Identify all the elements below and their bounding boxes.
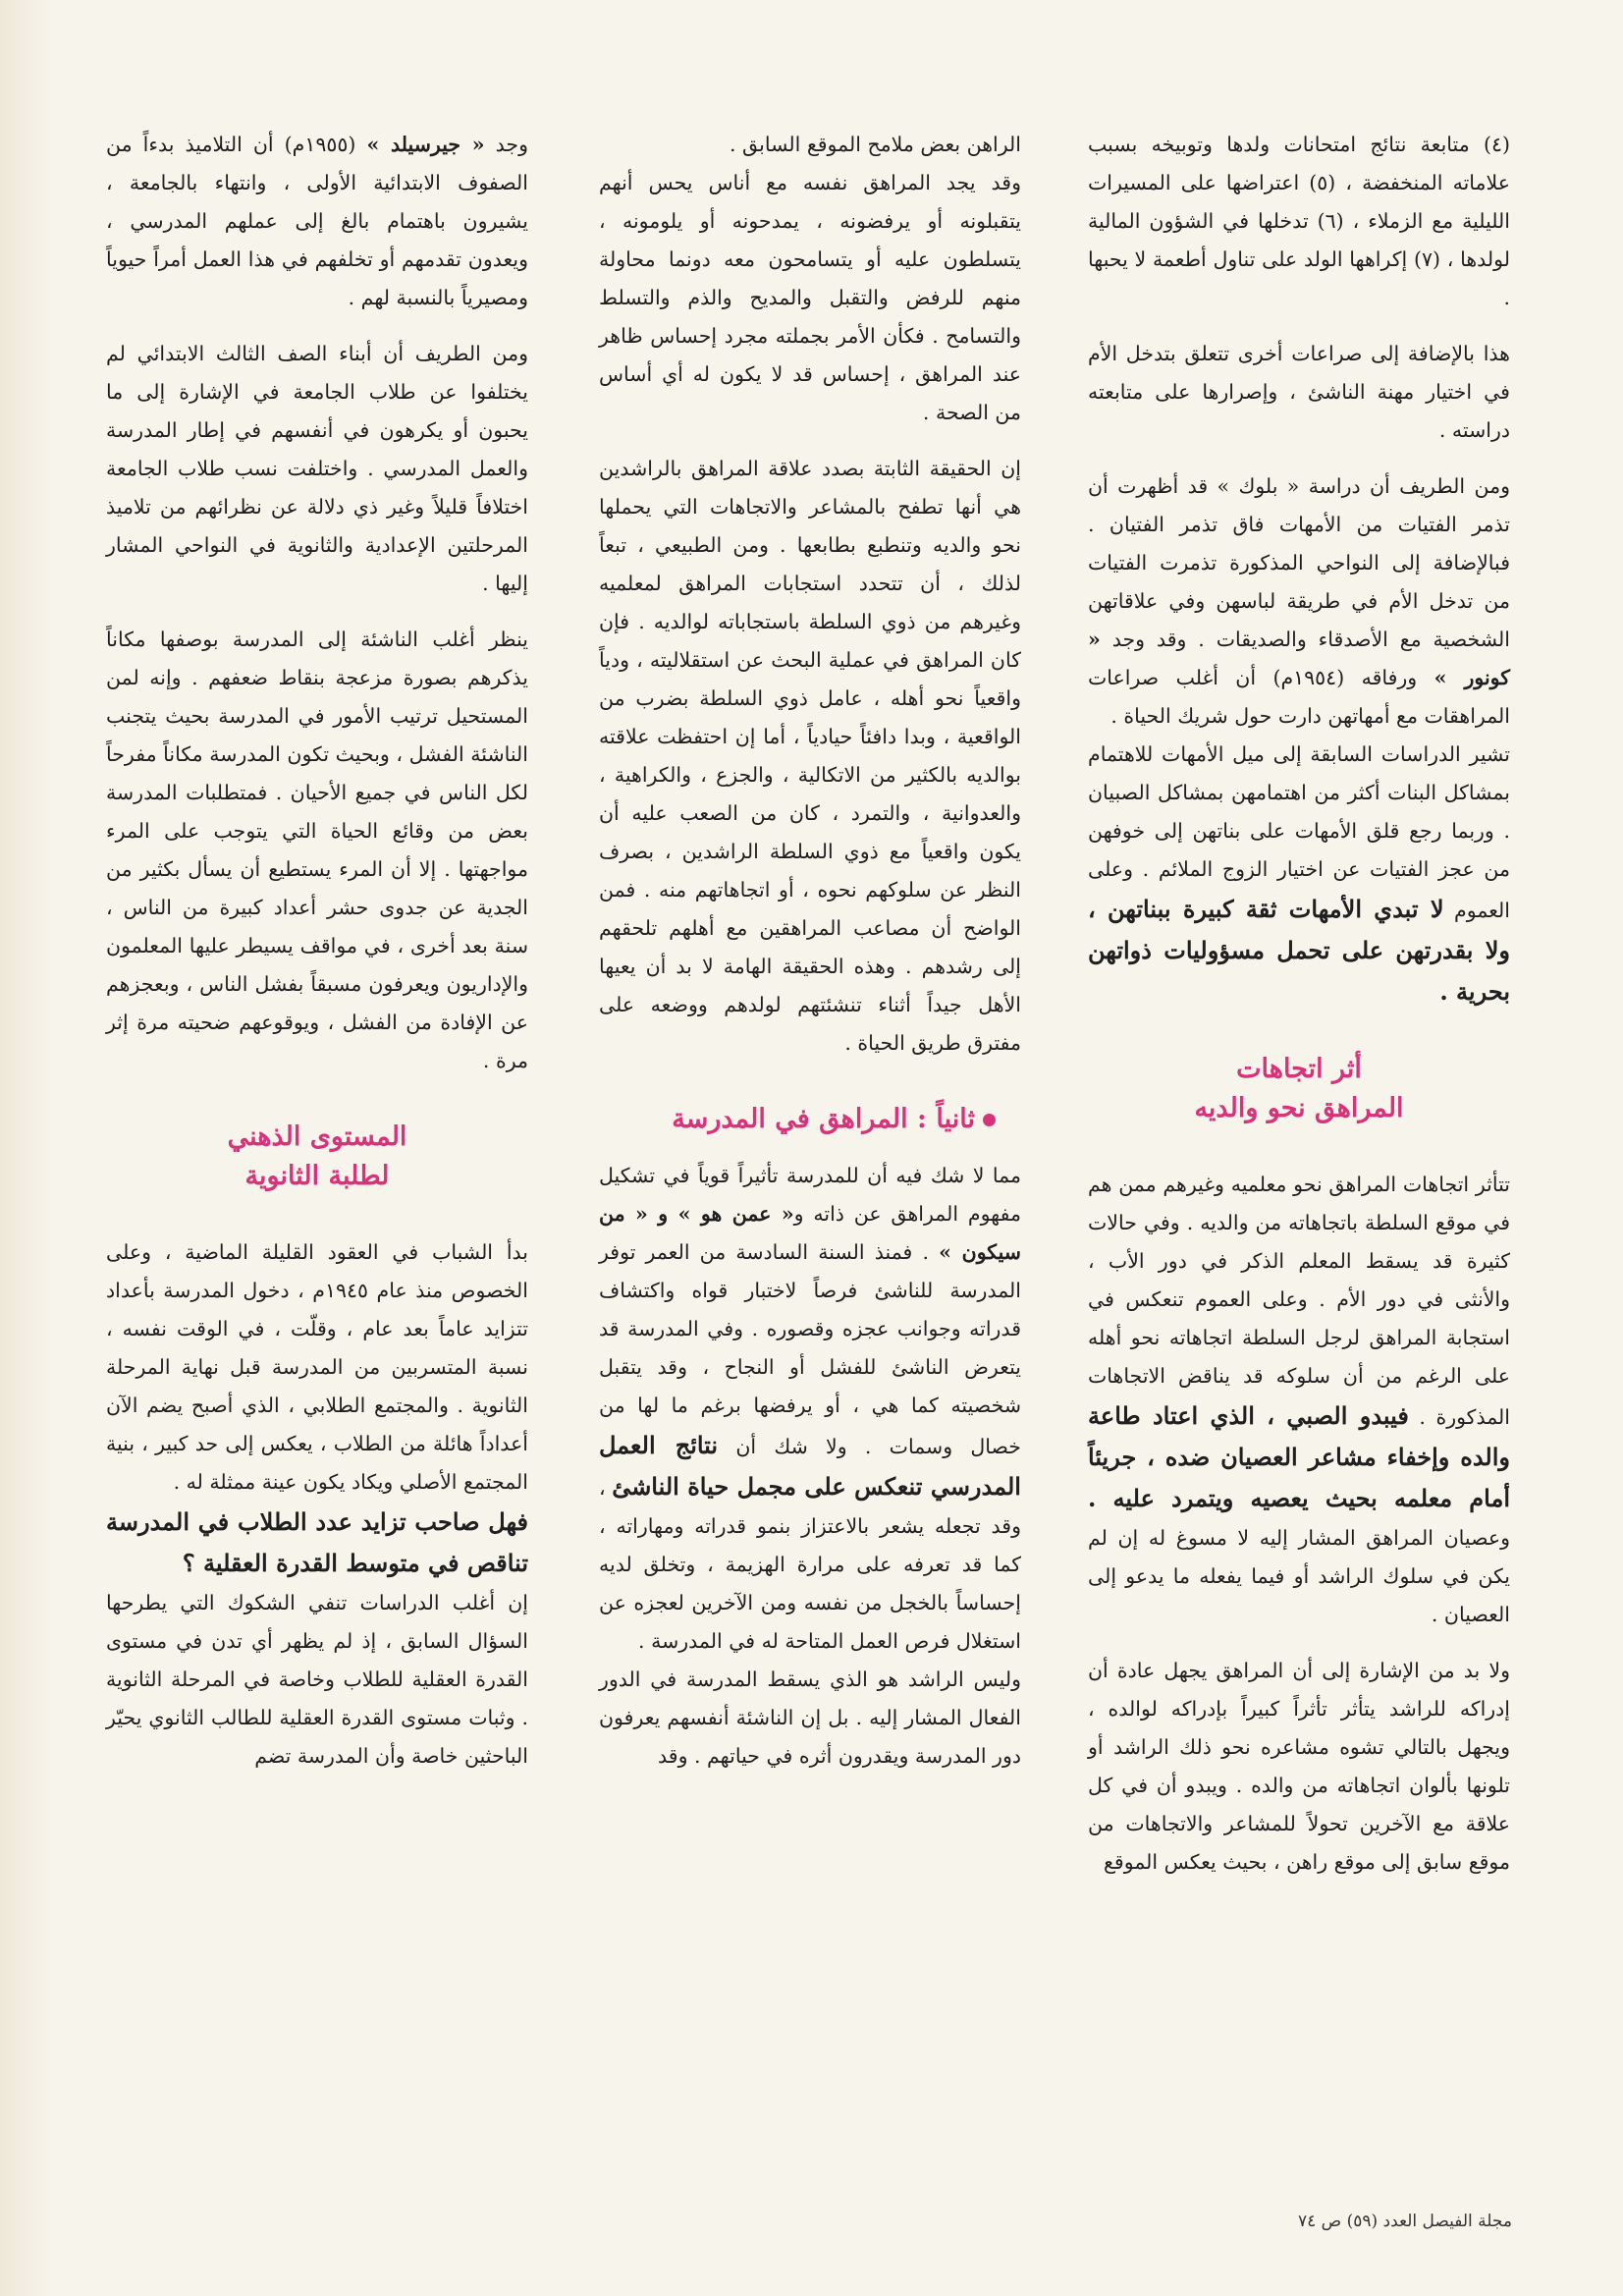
question-heading: فهل صاحب تزايد عدد الطلاب في المدرسة تناقص في متوسط القدرة العقلية ؟ [106,1507,528,1577]
paragraph: تتأثر اتجاهات المراهق نحو معلميه وغيرهم ممن هم في موقع السلطة باتجاهاته من والديه . وفي حالات كثيرة قد يسقط المعلم الذكر في دور الأب ، والأنثى في دور الأم . وعلى العموم تنعكس في استجابة المراهق لرجل السلطة اتجاهاته نحو أهله على الرغم من أن سلوكه قد يناقض الاتجاهات المذكورة . فيبدو الصبي ، الذي اعتاد طاعة والده وإخفاء مشاعر العصيان ضده ، جريئاً أمام معلمه بحيث يعصيه ويتمرد عليه . وعصيان المراهق المشار إليه لا مسوغ له إن لم يكن في سلوك الراشد أو فيما يفعله ما يدعو إلى العصيان . [1088,1173,1510,1626]
paragraph: بدأ الشباب في العقود القليلة الماضية ، وعلى الخصوص منذ عام ١٩٤٥م ، دخول المدرسة بأعداد تتزايد عاماً بعد عام ، وقلّت ، في الوقت نفسه ، نسبة المتسربين من المدرسة قبل نهاية المرحلة الثانوية . والمجتمع الطلابي ، الذي أصبح يضم الآن أعداداً هائلة من الطلاب ، يعكس إلى حد كبير ، بنية المجتمع الأصلي ويكاد يكون عينة ممثلة له . [106,1240,528,1494]
paragraph: الراهن بعض ملامح الموقع السابق . [730,133,1021,156]
section-heading: ثانياً : المراهق في المدرسة [599,1100,1021,1139]
paragraph: ومن الطريف أن دراسة « بلوك » قد أظهرت أن تذمر الفتيات من الأمهات فاق تذمر الفتيان . فبالإضافة إلى النواحي المذكورة تذمرت الفتيات من تدخل الأم في طريقة لباسهن وفي علاقاتهن الشخصية مع الأصدقاء والصديقات . وقد وجد « كونور » ورفاقه (١٩٥٤م) أن أغلب صراعات المراهقات مع أمهاتهن دارت حول شريك الحياة . [1088,474,1510,728]
paragraph: إن أغلب الدراسات تنفي الشكوك التي يطرحها السؤال السابق ، إذ لم يظهر أي تدن في مستوى القدرة العقلية للطلاب وخاصة في المرحلة الثانوية . وثبات مستوى القدرة العقلية للطالب الثانوي يحيّر الباحثين خاصة وأن المدرسة تضم [106,1591,528,1768]
paragraph: هذا بالإضافة إلى صراعات أخرى تتعلق بتدخل الأم في اختيار مهنة الناشئ ، وإصرارها على متابعته دراسته . [1088,342,1510,442]
paragraph: تشير الدراسات السابقة إلى ميل الأمهات للاهتمام بمشاكل البنات أكثر من اهتمامهن بمشاكل الصبيان . وربما رجع قلق الأمهات على بناتهن إلى خوفهن من عجز الفتيات عن اختيار الزوج الملائم . وعلى العموم لا تبدي الأمهات ثقة كبيرة ببناتهن ، ولا بقدرتهن على تحمل مسؤوليات ذواتهن بحرية . [1088,742,1510,1006]
paragraph: ولا بد من الإشارة إلى أن المراهق يجهل عادة أن إدراكه للراشد يتأثر تأثراً كبيراً بإدراكه لوالده ، ويجهل بالتالي تشوه مشاعره نحو ذلك الراشد أو تلونها بألوان اتجاهاته من والده . ويبدو أن في كل علاقة مع الآخرين تحولاً للمشاعر والاتجاهات من موقع سابق إلى موقع راهن ، بحيث يعكس الموقع [1088,1659,1510,1874]
paragraph: مما لا شك فيه أن للمدرسة تأثيراً قوياً في تشكيل مفهوم المراهق عن ذاته و« عمن هو » و « من سيكون » . فمنذ السنة السادسة من العمر توفر المدرسة للناشئ فرصاً لاختبار قواه واكتشاف قدراته وجوانب عجزه وقصوره . وفي المدرسة قد يتعرض الناشئ للفشل أو النجاح ، وقد يتقبل شخصيته كما هي ، أو يرفضها برغم ما لها من خصال وسمات . ولا شك أن نتائج العمل المدرسي تنعكس على مجمل حياة الناشئ ، وقد تجعله يشعر بالاعتزاز بنمو قدراته ومهاراته ، كما قد تعرفه على مرارة الهزيمة ، وتخلق لديه إحساساً بالخجل من نفسه ومن الآخرين لعجزه عن استغلال فرص العمل المتاحة له في المدرسة . [599,1164,1021,1653]
paragraph: (٤) متابعة نتائج امتحانات ولدها وتوبيخه بسبب علاماته المنخفضة ، (٥) اعتراضها على المسيرات الليلية مع الزملاء ، (٦) تدخلها في الشؤون المالية لولدها ، (٧) إكراهها الولد على تناول أطعمة لا يحبها . [1088,133,1510,309]
column-middle [599,126,1021,1776]
column-left [106,126,528,1776]
paragraph: وجد « جيرسيلد » (١٩٥٥م) أن التلاميذ بدءاً من الصفوف الابتدائية الأولى ، وانتهاء بالجامعة ، يشيرون باهتمام بالغ إلى عملهم المدرسي ، ويعدون تقدمهم أو تخلفهم في هذا العمل أمراً حيوياً ومصيرياً بالنسبة لهم . [106,133,528,309]
paragraph: وليس الراشد هو الذي يسقط المدرسة في الدور الفعال المشار إليه . بل إن الناشئة أنفسهم يعرفون دور المدرسة ويقدرون أثره في حياتهم . وقد [599,1667,1021,1768]
paragraph: وقد يجد المراهق نفسه مع أناس يحس أنهم يتقبلونه أو يرفضونه ، يمدحونه أو يلومونه ، يتسلطون عليه أو يتسامحون معه دونما محاولة منهم للرفض والتقبل والمديح والذم والتسلط والتسامح . فكأن الأمر بجملته مجرد إحساس ظاهر عند المراهق ، إحساس قد لا يكون له أي أساس من الصحة . [599,171,1021,424]
section-heading: المراهق نحو والديه [1194,1093,1404,1123]
paragraph: ومن الطريف أن أبناء الصف الثالث الابتدائي لم يختلفوا عن طلاب الجامعة في الإشارة إلى ما يحبون أو يكرهون في أنفسهم في إطار المدرسة والعمل المدرسي . واختلفت نسب طلاب الجامعة اختلافاً قليلاً وغير ذي دلالة عن نظرائهم من تلاميذ المرحلتين الإعدادية والثانوية في النواحي المشار إليها . [106,342,528,595]
section-heading: لطلبة الثانوية [244,1161,390,1191]
paragraph: ينظر أغلب الناشئة إلى المدرسة بوصفها مكاناً يذكرهم بصورة مزعجة بنقاط ضعفهم . وإنه لمن المستحيل ترتيب الأمور في المدرسة بحيث يتجنب الناشئة الفشل ، وبحيث تكون المدرسة مكاناً مفرحاً لكل الناس في جميع الأحيان . فمتطلبات المدرسة بعض من وقائع الحياة التي يتوجب على المرء مواجهتها . إلا أن المرء يستطيع أن يسأل بكثير من الجدية عن جدوى حشر أعداد كبيرة من الناس ، سنة بعد أخرى ، في مواقف يسيطر عليها المعلمون والإداريون ويعرفون مسبقاً بفشل الناس ، وبعجزهم عن الإفادة من الفشل ، ويوقوعهم ضحيته مرة إثر مرة . [106,628,528,1072]
page-footer: مجلة الفيصل العدد (٥٩) ص ٧٤ [1297,2212,1512,2231]
section-heading: أثر اتجاهات [1236,1054,1362,1084]
column-right [1088,126,1510,1882]
paragraph: إن الحقيقة الثابتة بصدد علاقة المراهق بالراشدين هي أنها تطفح بالمشاعر والاتجاهات التي يحملها نحو والديه وتنطبع بطابعها . ومن الطبيعي ، تبعاً لذلك ، أن تتحدد استجابات المراهق لمعلميه وغيرهم من ذوي السلطة باستجاباته لوالديه . فإن كان المراهق في عملية البحث عن استقلاليته ، ودياً واقعياً نحو أهله ، عامل ذوي السلطة بضرب من الواقعية ، وبدا دافئاً حيادياً ، أما إن احتفظت علاقته بوالديه بالكثير من الاتكالية ، والجزع ، والكراهية ، والعدوانية ، والتمرد ، كان من الصعب عليه أن يكون واقعياً مع ذوي السلطة الراشدين ، بصرف النظر عن سلوكهم نحوه ، أو اتجاهاتهم منه . فمن الواضح أن مصاعب المراهقين مع أهلهم تلحقهم إلى رشدهم . وهذه الحقيقة الهامة لا بد أن يعيها الأهل جيداً أثناء تنشئتهم لولدهم ووضعه على مفترق طريق الحياة . [599,457,1021,1055]
section-heading: المستوى الذهني [227,1121,407,1152]
page-edge [0,0,55,2296]
bullet-dot-icon [983,1114,996,1126]
